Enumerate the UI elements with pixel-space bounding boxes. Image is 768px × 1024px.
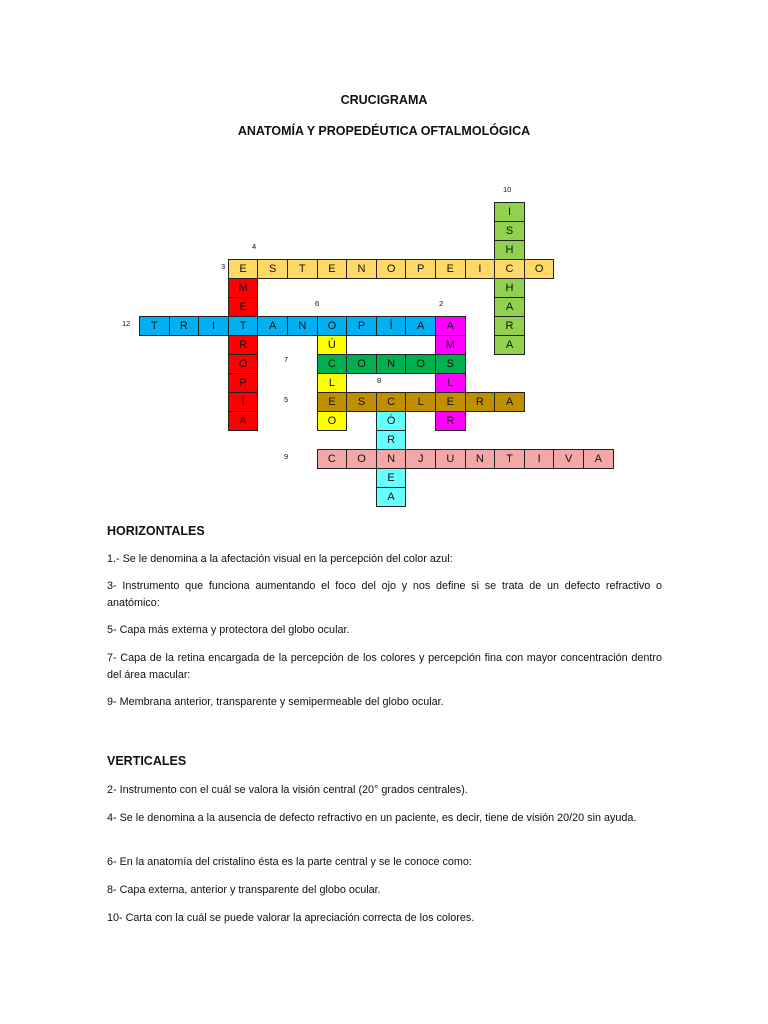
crossword-cell-w10: H — [494, 278, 525, 298]
crossword-cell-w5: S — [346, 392, 377, 412]
crossword-cell-w4: M — [228, 278, 259, 298]
crossword-cell-w2: L — [435, 373, 466, 393]
crossword-cell-w4: Í — [228, 392, 259, 412]
crossword-cell-w4: P — [228, 373, 259, 393]
crossword-cell-w8: R — [376, 430, 407, 450]
page-title: CRUCIGRAMA — [340, 93, 428, 107]
crossword-cell-w10: R — [494, 316, 525, 336]
crossword-cell-w9: N — [376, 449, 407, 469]
crossword-cell-w4: R — [228, 335, 259, 355]
crossword-cell-w6: L — [317, 373, 348, 393]
crossword-cell-w3: O — [524, 259, 555, 279]
crossword-cell-w7: S — [435, 354, 466, 374]
clue-h-3: 3- Instrumento que funciona aumentando el foco del ojo y nos define si se trata de un defecto refractivo o anatómico: — [107, 580, 662, 609]
crossword-cell-w12: Í — [376, 316, 407, 336]
clue-number: 2 — [439, 299, 444, 308]
crossword-cell-w12: A — [257, 316, 288, 336]
crossword-cell-w5: A — [494, 392, 525, 412]
clue-v-2: 2- Instrumento con el cuál se valora la visión central (20° grados centrales). — [107, 784, 468, 796]
crossword-cell-w4: E — [228, 297, 259, 317]
crossword-cell-w10: S — [494, 221, 525, 241]
crossword-cell-w12: P — [346, 316, 377, 336]
crossword-cell-w12: T — [139, 316, 170, 336]
crossword-cell-w4: O — [228, 354, 259, 374]
crossword-cell-w10: I — [494, 202, 525, 222]
crossword-cell-w8: A — [376, 487, 407, 507]
crossword-cell-w10: H — [494, 240, 525, 260]
crossword-cell-w9: A — [583, 449, 614, 469]
clue-h-9: 9- Membrana anterior, transparente y semipermeable del globo ocular. — [107, 696, 444, 708]
crossword-cell-w10: A — [494, 297, 525, 317]
crossword-cell-w7: C — [317, 354, 348, 374]
clue-number: 5 — [284, 395, 289, 404]
crossword-cell-w5: E — [435, 392, 466, 412]
crossword-cell-w12: N — [287, 316, 318, 336]
page-subtitle: ANATOMÍA Y PROPEDÉUTICA OFTALMOLÓGICA — [237, 124, 531, 138]
crossword-cell-w4: A — [228, 411, 259, 431]
crossword-cell-w12: I — [198, 316, 229, 336]
clue-v-8: 8- Capa externa, anterior y transparente del globo ocular. — [107, 884, 381, 896]
clue-number: 7 — [284, 355, 289, 364]
crossword-cell-w7: O — [405, 354, 436, 374]
clue-number: 6 — [315, 299, 320, 308]
crossword-cell-w7: N — [376, 354, 407, 374]
crossword-cell-w9: I — [524, 449, 555, 469]
crossword-cell-w3: C — [494, 259, 525, 279]
crossword-cell-w9: O — [346, 449, 377, 469]
horizontales-heading: HORIZONTALES — [107, 524, 205, 538]
verticales-heading: VERTICALES — [107, 754, 187, 768]
crossword-cell-w9: T — [494, 449, 525, 469]
crossword-cell-w5: C — [376, 392, 407, 412]
crossword-cell-w9: N — [465, 449, 496, 469]
crossword-cell-w3: E — [228, 259, 259, 279]
clue-h-1: 1.- Se le denomina a la afectación visual en la percepción del color azul: — [107, 553, 453, 565]
crossword-cell-w8: Ó — [376, 411, 407, 431]
clue-v-10: 10- Carta con la cuál se puede valorar la apreciación correcta de los colores. — [107, 912, 475, 924]
crossword-cell-w3: P — [405, 259, 436, 279]
crossword-cell-w3: E — [317, 259, 348, 279]
clue-number: 8 — [377, 376, 382, 385]
crossword-cell-w10: A — [494, 335, 525, 355]
crossword-cell-w9: J — [405, 449, 436, 469]
crossword-cell-w9: C — [317, 449, 348, 469]
crossword-cell-w3: I — [465, 259, 496, 279]
crossword-cell-w3: S — [257, 259, 288, 279]
crossword-cell-w2: M — [435, 335, 466, 355]
crossword-cell-w6: O — [317, 411, 348, 431]
crossword-cell-w5: R — [465, 392, 496, 412]
clue-h-5: 5- Capa más externa y protectora del globo ocular. — [107, 624, 350, 636]
crossword-cell-w6: Ú — [317, 335, 348, 355]
clue-v-6: 6- En la anatomía del cristalino ésta es la parte central y se le conoce como: — [107, 856, 472, 868]
clue-number: 4 — [252, 242, 257, 251]
clue-number: 3 — [221, 262, 226, 271]
crossword-cell-w3: T — [287, 259, 318, 279]
crossword-cell-w5: L — [405, 392, 436, 412]
crossword-cell-w12: O — [317, 316, 348, 336]
clue-h-7: 7- Capa de la retina encargada de la percepción de los colores y percepción fina con mayor concentración dentro del área macular: — [107, 652, 662, 681]
crossword-cell-w3: O — [376, 259, 407, 279]
crossword-cell-w12: A — [405, 316, 436, 336]
crossword-cell-w3: E — [435, 259, 466, 279]
crossword-cell-w12: T — [228, 316, 259, 336]
crossword-cell-w2: R — [435, 411, 466, 431]
crossword-cell-w7: O — [346, 354, 377, 374]
crossword-cell-w12: R — [169, 316, 200, 336]
crossword-cell-w5: E — [317, 392, 348, 412]
crossword-cell-w9: U — [435, 449, 466, 469]
clue-number: 10 — [503, 185, 512, 194]
clue-v-4: 4- Se le denomina a la ausencia de defecto refractivo en un paciente, es decir, tiene de visión 20/20 sin ayuda. — [107, 812, 637, 824]
crossword-cell-w2: A — [435, 316, 466, 336]
clue-number: 12 — [122, 319, 131, 328]
crossword-cell-w8: E — [376, 468, 407, 488]
crossword-cell-w3: N — [346, 259, 377, 279]
crossword-cell-w9: V — [553, 449, 584, 469]
clue-number: 9 — [284, 452, 289, 461]
